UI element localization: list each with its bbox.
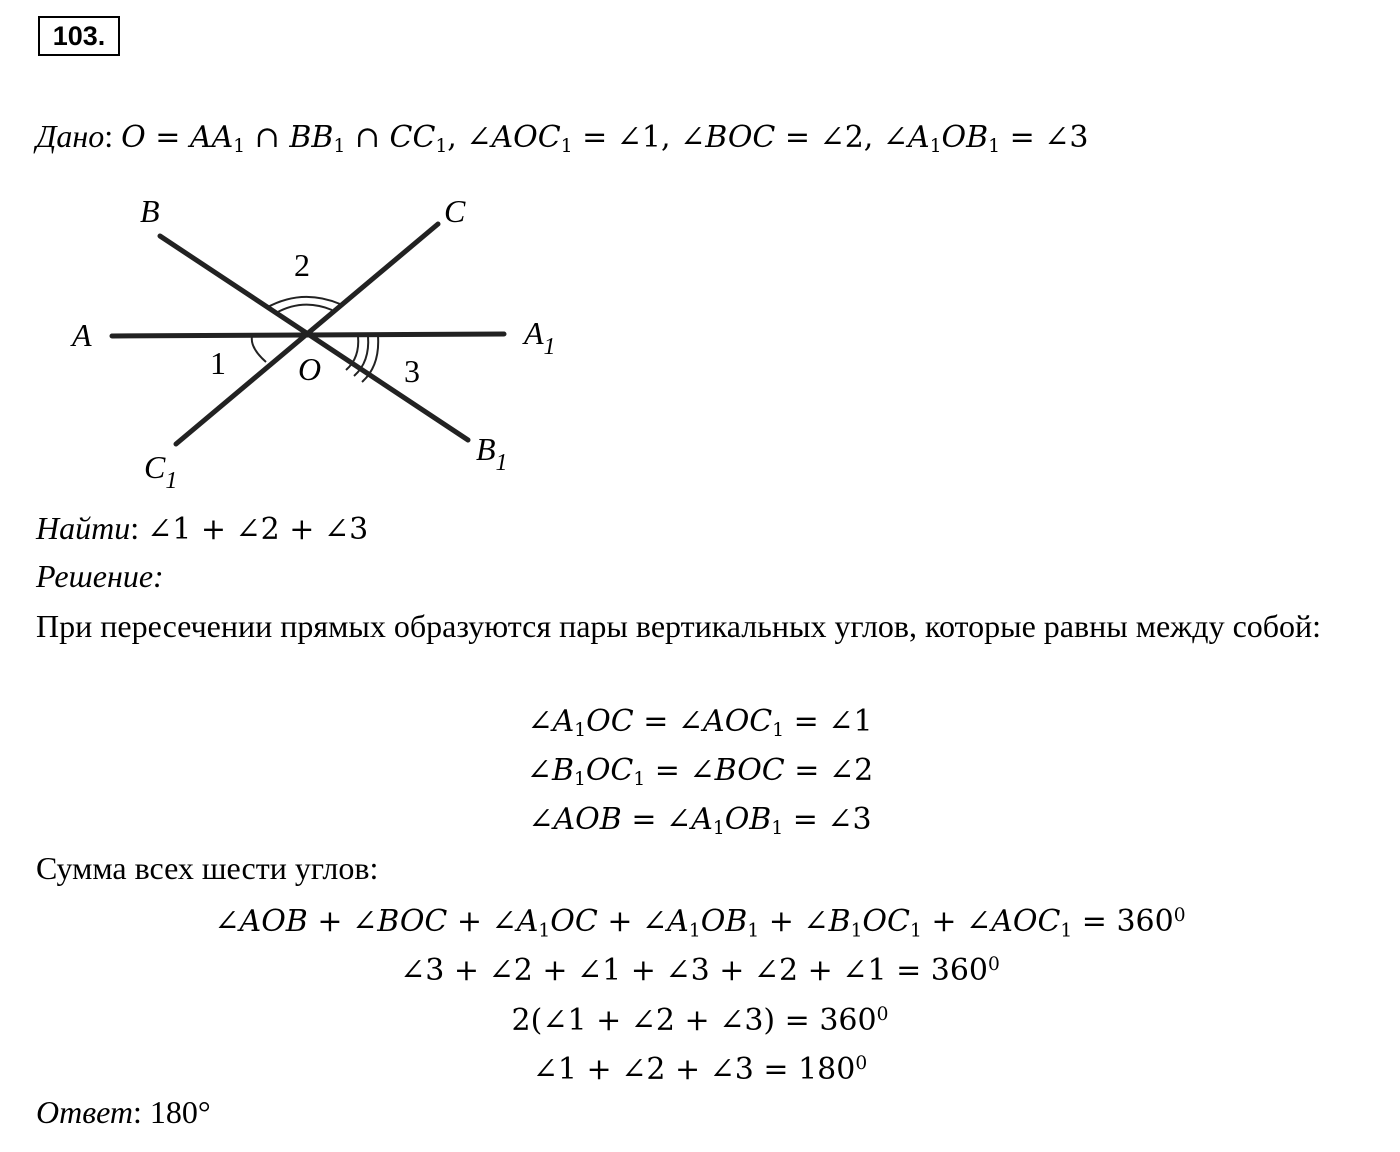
sum-label: Сумма всех шести углов: (36, 850, 379, 886)
label-C1: $C_1$ (144, 449, 178, 494)
solution-text: При пересечении прямых образуются пары вертикальных углов, которые равны между собой: (36, 608, 1322, 644)
label-B: B (140, 193, 160, 229)
given-statement: $O = AA_1$ ∩ $BB_1$ ∩ $CC_1$, $\angle AOC_1$ = ∠1, ∠BOC = ∠2, $\angle A_1OB_1$ = ∠3 (121, 120, 1089, 158)
solution-label: Решение: (36, 558, 164, 594)
arc-angle2-outer (266, 297, 340, 308)
equation-1: $\angle A_1OC$ = $\angle AOC_1$ = ∠1 (527, 704, 873, 742)
find-line: Найти: ∠1 + ∠2 + ∠3 (36, 510, 369, 547)
label-angle2: 2 (294, 247, 310, 283)
answer-label: Ответ (36, 1094, 133, 1130)
find-label: Найти (36, 510, 131, 546)
find-expression: ∠1 + ∠2 + ∠3 (147, 512, 369, 547)
given-label: Дано (36, 118, 105, 154)
label-angle1: 1 (210, 345, 226, 381)
label-angle3: 3 (404, 353, 420, 389)
label-O: O (298, 351, 322, 387)
label-B1: $B_1$ (476, 431, 508, 476)
given-line: Дано: $O = AA_1$ ∩ $BB_1$ ∩ $CC_1$, $\angle AOC_1$ = ∠1, ∠BOC = ∠2, $\angle A_1OB_1$ = ∠3 (36, 118, 1089, 158)
label-C: C (444, 193, 466, 229)
label-A1: $A_1$ (524, 315, 556, 360)
sum-equation-4: ∠1 + ∠2 + ∠3 = $180^0$ (532, 1052, 868, 1088)
equation-3: ∠AOB = $\angle A_1OB_1$ = ∠3 (528, 802, 872, 840)
sum-equation-1: ∠AOB + ∠BOC + $\angle A_1OC$ + $\angle A_1OB_1$ + $\angle B_1OC_1$ + $\angle AOC_1 = 360^0$ (214, 904, 1186, 942)
equation-2: $\angle B_1OC_1$ = ∠BOC = ∠2 (526, 753, 874, 791)
arc-angle2-inner (276, 305, 332, 313)
sum-equation-2: ∠3 + ∠2 + ∠1 + ∠3 + ∠2 + ∠1 = $360^0$ (400, 953, 1000, 989)
sum-equation-3: 2(∠1 + ∠2 + ∠3) = $360^0$ (511, 1003, 889, 1039)
label-A: A (72, 317, 92, 353)
problem-number: 103. (38, 16, 120, 56)
geometry-diagram (0, 180, 620, 510)
answer-value: 180° (149, 1094, 211, 1130)
answer-line: Ответ: 180° (36, 1094, 211, 1130)
arc-angle1 (252, 336, 266, 362)
